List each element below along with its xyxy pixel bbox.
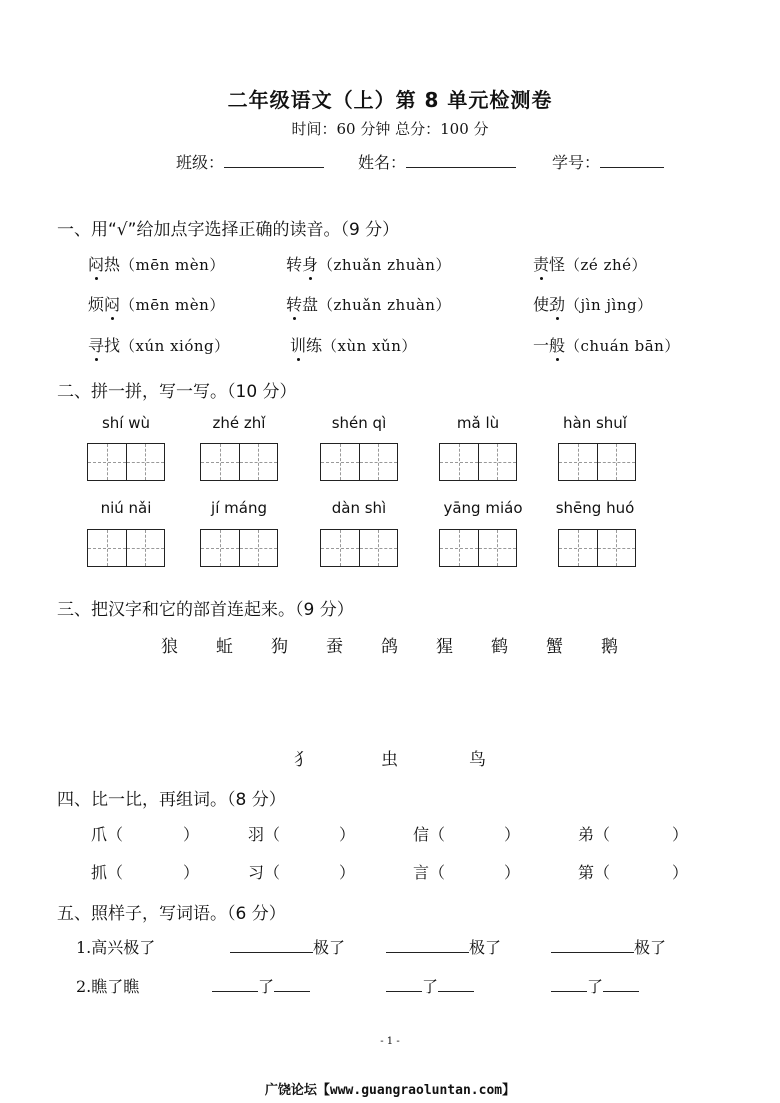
pinyin-options: （mēn mèn） — [120, 256, 225, 274]
paren-close: ） — [339, 863, 356, 882]
word-middle: 了 — [587, 977, 604, 996]
pinyin-options: （xùn xǔn） — [322, 337, 417, 355]
answer-blank[interactable] — [386, 938, 469, 953]
writing-grid[interactable] — [320, 443, 398, 481]
pinyin-prompt: niú nǎi — [100, 499, 152, 517]
dotted-char: 责 — [533, 252, 549, 275]
class-field — [176, 150, 324, 173]
pinyin-options: （mēn mèn） — [120, 296, 225, 314]
student-id-field — [552, 150, 664, 173]
exam-meta: 时间：60 分钟 总分：100 分 — [291, 120, 489, 138]
fill-item[interactable] — [212, 974, 310, 997]
q1-item[interactable] — [286, 252, 451, 275]
q1-item[interactable] — [88, 333, 230, 356]
plain-char: 使 — [533, 295, 550, 314]
pinyin-options: （chuán bān） — [565, 337, 680, 355]
page-title: 二年级语文（上）第 8 单元检测卷 — [227, 88, 553, 112]
q1-item[interactable] — [88, 292, 225, 315]
radical[interactable]: 犭 — [294, 750, 311, 770]
pinyin-options: （xún xióng） — [120, 337, 230, 355]
pinyin-prompt: jí máng — [211, 499, 267, 517]
plain-char: 练 — [306, 336, 323, 355]
writing-grid[interactable] — [558, 443, 636, 481]
pinyin-options: （zhuǎn zhuàn） — [318, 296, 451, 314]
writing-grid[interactable] — [87, 529, 165, 567]
dotted-char: 劲 — [549, 292, 565, 315]
pinyin-prompt: shí wù — [101, 414, 151, 432]
dotted-char: 身 — [302, 252, 318, 275]
pinyin-prompt: mǎ lù — [456, 414, 500, 432]
writing-grid[interactable] — [87, 443, 165, 481]
footer-source: 广饶论坛【www.guangraoluntan.com】 — [264, 1083, 516, 1098]
word-suffix: 极了 — [634, 938, 667, 957]
compare-char-open: 第（ — [578, 863, 611, 882]
word-middle: 了 — [258, 977, 275, 996]
name-blank[interactable] — [406, 153, 516, 168]
pinyin-prompt: hàn shuǐ — [563, 414, 627, 432]
fill-item[interactable] — [230, 935, 345, 958]
compare-char-open: 羽（ — [248, 825, 281, 844]
match-char[interactable]: 狼 — [161, 637, 178, 657]
answer-blank[interactable] — [212, 977, 258, 992]
dotted-char: 闷 — [104, 292, 120, 315]
compare-char-open: 习（ — [248, 863, 281, 882]
match-char[interactable]: 鹅 — [601, 637, 618, 657]
pinyin-options: （zhuǎn zhuàn） — [318, 256, 451, 274]
word-middle: 了 — [422, 977, 439, 996]
student-id-label: 学号： — [552, 153, 601, 172]
answer-blank[interactable] — [274, 977, 310, 992]
student-id-blank[interactable] — [600, 153, 664, 168]
paren-close: ） — [504, 825, 521, 844]
paren-close: ） — [504, 863, 521, 882]
answer-blank[interactable] — [603, 977, 639, 992]
pinyin-prompt: shēng huó — [555, 499, 635, 517]
pinyin-options: （jìn jìng） — [565, 296, 653, 314]
answer-blank[interactable] — [551, 977, 587, 992]
fill-item[interactable] — [386, 974, 474, 997]
dotted-char: 般 — [549, 333, 565, 356]
plain-char: 怪 — [549, 255, 566, 274]
compare-char-open: 爪（ — [91, 825, 124, 844]
plain-char: 热 — [104, 255, 121, 274]
word-suffix: 极了 — [313, 938, 346, 957]
class-blank[interactable] — [224, 153, 324, 168]
writing-grid[interactable] — [558, 529, 636, 567]
plain-char: 找 — [104, 336, 121, 355]
paren-close: ） — [183, 825, 200, 844]
compare-char-open: 言（ — [413, 863, 446, 882]
match-char[interactable]: 鹤 — [491, 637, 508, 657]
compare-char-open: 信（ — [413, 825, 446, 844]
writing-grid[interactable] — [320, 529, 398, 567]
section-1-heading: 一、用“√”给加点字选择正确的读音。（9 分） — [57, 220, 400, 240]
q1-item[interactable] — [286, 292, 451, 315]
section-2-heading: 二、拼一拼，写一写。（10 分） — [57, 382, 297, 402]
paren-close: ） — [672, 863, 689, 882]
paren-close: ） — [183, 863, 200, 882]
example-word: 1.高兴极了 — [76, 938, 156, 957]
section-5-heading: 五、照样子，写词语。（6 分） — [57, 904, 286, 924]
example-word: 2.瞧了瞧 — [76, 977, 140, 996]
fill-item[interactable] — [386, 935, 501, 958]
pinyin-prompt: zhé zhǐ — [212, 414, 266, 432]
q1-item[interactable] — [533, 333, 680, 356]
writing-grid[interactable] — [439, 443, 517, 481]
radical[interactable]: 鸟 — [469, 750, 486, 770]
compare-char-open: 抓（ — [91, 863, 124, 882]
q1-item[interactable] — [533, 252, 647, 275]
dotted-char: 转 — [286, 292, 302, 315]
pinyin-options: （zé zhé） — [565, 256, 648, 274]
match-char[interactable]: 狗 — [271, 637, 288, 657]
section-3-heading: 三、把汉字和它的部首连起来。（9 分） — [57, 600, 354, 620]
compare-char-open: 弟（ — [578, 825, 611, 844]
match-char[interactable]: 鸽 — [381, 637, 398, 657]
dotted-char: 寻 — [88, 333, 104, 356]
match-char[interactable]: 蚕 — [326, 637, 343, 657]
plain-char: 一 — [533, 336, 550, 355]
answer-blank[interactable] — [438, 977, 474, 992]
match-char[interactable]: 蟹 — [546, 637, 563, 657]
pinyin-prompt: yāng miáo — [443, 499, 523, 517]
paren-close: ） — [672, 825, 689, 844]
answer-blank[interactable] — [230, 938, 313, 953]
class-label: 班级： — [176, 153, 225, 172]
q1-item[interactable] — [88, 252, 225, 275]
fill-item[interactable] — [551, 974, 639, 997]
pinyin-prompt: shén qì — [331, 414, 387, 432]
pinyin-prompt: dàn shì — [331, 499, 387, 517]
dotted-char: 闷 — [88, 252, 104, 275]
page-number: - 1 - — [380, 1036, 400, 1047]
match-char[interactable]: 蚯 — [216, 637, 233, 657]
answer-blank[interactable] — [551, 938, 634, 953]
writing-grid[interactable] — [439, 529, 517, 567]
dotted-char: 训 — [290, 333, 306, 356]
section-4-heading: 四、比一比，再组词。（8 分） — [57, 790, 286, 810]
word-suffix: 极了 — [469, 938, 502, 957]
match-char[interactable]: 猩 — [436, 637, 453, 657]
plain-char: 转 — [286, 255, 303, 274]
name-field — [358, 150, 516, 173]
name-label: 姓名： — [358, 153, 407, 172]
paren-close: ） — [339, 825, 356, 844]
radical[interactable]: 虫 — [381, 750, 398, 770]
answer-blank[interactable] — [386, 977, 422, 992]
plain-char: 烦 — [88, 295, 105, 314]
writing-grid[interactable] — [200, 443, 278, 481]
plain-char: 盘 — [302, 295, 319, 314]
q1-item[interactable] — [533, 292, 653, 315]
q1-item[interactable] — [290, 333, 417, 356]
fill-item[interactable] — [551, 935, 666, 958]
writing-grid[interactable] — [200, 529, 278, 567]
